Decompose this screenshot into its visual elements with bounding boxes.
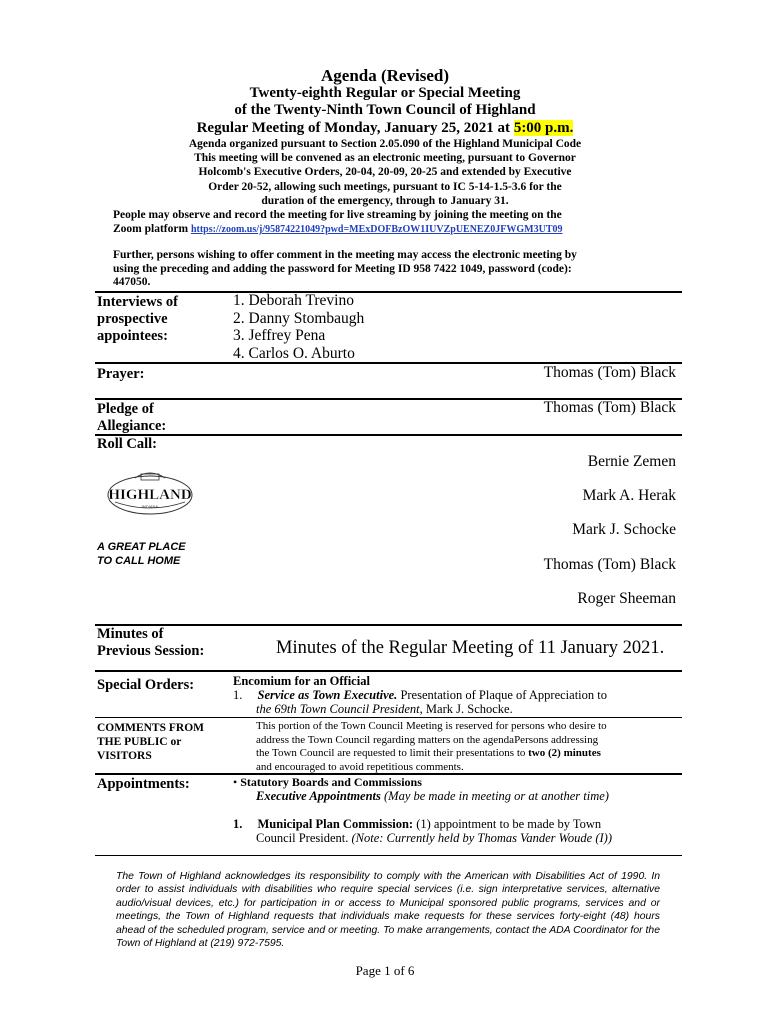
interviews-list (233, 292, 364, 362)
appointments-label: Appointments: (97, 776, 190, 792)
ada-notice: The Town of Highland acknowledges its responsibility to comply with the American with Disabilities Act of 1990. In order to assist individuals with disabilities who require special services (i.e. sign interpretative services, alternative audio/visual devices, etc.) for participation in or access to Municipal sponsored public programs, services and or meetings, the Town of Highland requests that individuals make requests for these services forty-eight (48) hours ahead of the scheduled program, service and or meeting. To make arrangements, contact the ADA Coordinator for the Town of Highland at (219) 972-7595. (116, 871, 660, 950)
comments-label-line: THE PUBLIC or (97, 736, 182, 748)
intro-line: Holcomb's Executive Orders, 20-04, 20-09, 20-25 and extended by Executive (198, 166, 572, 179)
intro-line: This meeting will be convened as an electronic meeting, pursuant to Governor (194, 152, 576, 165)
list-item: Mark J. Schocke (572, 521, 676, 538)
meeting-title-line2: of the Twenty-Ninth Town Council of Highland (234, 102, 536, 118)
prayer-label: Prayer: (97, 366, 145, 382)
bullet: • (233, 775, 238, 789)
interviews-label (97, 294, 178, 345)
comments-label-line: VISITORS (97, 750, 152, 762)
comments-text (256, 720, 676, 774)
divider (95, 291, 682, 293)
intro-line: Agenda organized pursuant to Section 2.05.090 of the Highland Municipal Code (188, 138, 582, 150)
further-text (113, 249, 673, 290)
comments-label-line: COMMENTS FROM (97, 722, 205, 734)
item-number: 1. (233, 688, 243, 702)
special-orders-label: Special Orders: (97, 677, 195, 693)
executive-appointments: Executive Appointments (256, 789, 381, 803)
comments-line: address the Town Council regarding matters on the agendaPersons addressing (256, 733, 599, 746)
list-item: 1. Deborah Trevino (233, 292, 354, 309)
item-line2: Council President. (256, 831, 352, 845)
page-title: Agenda (Revised) (321, 66, 449, 85)
appointments-note: (May be made in meeting or at another time) (380, 789, 609, 803)
divider (95, 670, 682, 672)
item-italic: the 69th Town Council President (256, 702, 420, 716)
comments-label (97, 721, 204, 763)
intro-line: Order 20-52, allowing such meetings, pursuant to IC 5-14-1.5-3.6 for the (208, 180, 562, 193)
item-text: Presentation of Plaque of Appreciation to (397, 688, 607, 702)
list-item: Mark A. Herak (582, 487, 676, 504)
interviews-label-line: prospective (97, 311, 168, 327)
item-text: (1) appointment to be made by Town (413, 817, 602, 831)
town-logo-graphic (105, 468, 195, 518)
zoom-link[interactable]: https://zoom.us/j/95874221049?pwd=MExDOFBzOW1IUVZpUENEZ0JFWGM3UT09 (190, 224, 563, 236)
comments-line: This portion of the Town Council Meeting is reserved for persons who desire to (256, 720, 607, 732)
list-item: 2. Danny Stombaugh (233, 309, 365, 327)
divider (95, 717, 682, 718)
appointments-heading-text: Statutory Boards and Commissions (240, 775, 422, 789)
observe-text (113, 208, 673, 237)
minutes-label-line: Previous Session: (97, 643, 205, 659)
observe-line: People may observe and record the meeting for live streaming by joining the meeting on the (113, 209, 562, 221)
list-item: Bernie Zemen (587, 453, 676, 470)
appointments-item (233, 817, 653, 845)
meeting-date: Regular Meeting of Monday, January 25, 2021 at (196, 120, 514, 136)
intro-line: duration of the emergency, through to January 31. (261, 194, 509, 207)
list-item: 4. Carlos O. Aburto (233, 344, 355, 362)
logo-tagline: INDIANA (141, 504, 159, 509)
pledge-label-line: Allegiance: (97, 418, 167, 434)
appointments-heading (233, 775, 422, 790)
divider (95, 434, 682, 436)
special-orders-heading: Encomium for an Official (233, 674, 370, 688)
list-item: Thomas (Tom) Black (543, 556, 676, 573)
logo-text: HIGHLAND (108, 487, 192, 503)
minutes-text: Minutes of the Regular Meeting of 11 January 2021. (276, 638, 665, 658)
further-line: Further, persons wishing to offer comment in the meeting may access the electronic meeting by (113, 249, 577, 261)
zoom-prefix: Zoom platform (113, 223, 191, 236)
list-item: 3. Jeffrey Pena (233, 327, 326, 344)
appointments-sub (256, 789, 609, 804)
page-number: Page 1 of 6 (355, 963, 415, 978)
item-title: Service as Town Executive. (257, 688, 398, 702)
meeting-time: 5:00 p.m. (513, 120, 574, 136)
comments-line: and encouraged to avoid repetitious comments. (256, 760, 464, 773)
item-note: (Note: Currently held by Thomas Vander Woude (I)) (351, 831, 612, 845)
further-line: using the preceding and adding the password for Meeting ID 958 7422 1049, password (code): (113, 262, 572, 275)
comments-line (256, 747, 676, 761)
prayer-name: Thomas (Tom) Black (543, 364, 676, 381)
zoom-line (113, 222, 673, 237)
pledge-label-line: Pledge of (97, 401, 154, 417)
minutes-label (97, 626, 204, 660)
divider (95, 855, 682, 856)
pledge-label (97, 401, 166, 435)
item-title: Municipal Plan Commission: (257, 817, 414, 831)
interviews-label-line: appointees: (97, 328, 168, 344)
slogan (97, 540, 186, 568)
time-limit: two (2) minutes (528, 747, 601, 759)
item-number: 1. (233, 817, 243, 831)
pledge-name: Thomas (Tom) Black (543, 399, 676, 416)
minutes-label-line: Minutes of (97, 626, 164, 642)
slogan-line: A GREAT PLACE (97, 541, 186, 553)
slogan-line: TO CALL HOME (97, 555, 181, 567)
list-item: Roger Sheeman (577, 590, 676, 607)
roll-call-list (380, 453, 676, 608)
special-orders-item (233, 688, 673, 716)
intro-paragraph (0, 137, 770, 208)
interviews-label-line: Interviews of (97, 294, 178, 310)
roll-call-label: Roll Call: (97, 436, 158, 452)
meeting-title-line1: Twenty-eighth Regular or Special Meeting (249, 85, 521, 101)
meeting-title-line3 (0, 120, 770, 137)
further-line: 447050. (113, 276, 151, 288)
comments-line-text: the Town Council are requested to limit their presentations to (256, 747, 529, 759)
item-rest: , Mark J. Schocke. (419, 702, 513, 716)
town-logo (105, 468, 195, 518)
